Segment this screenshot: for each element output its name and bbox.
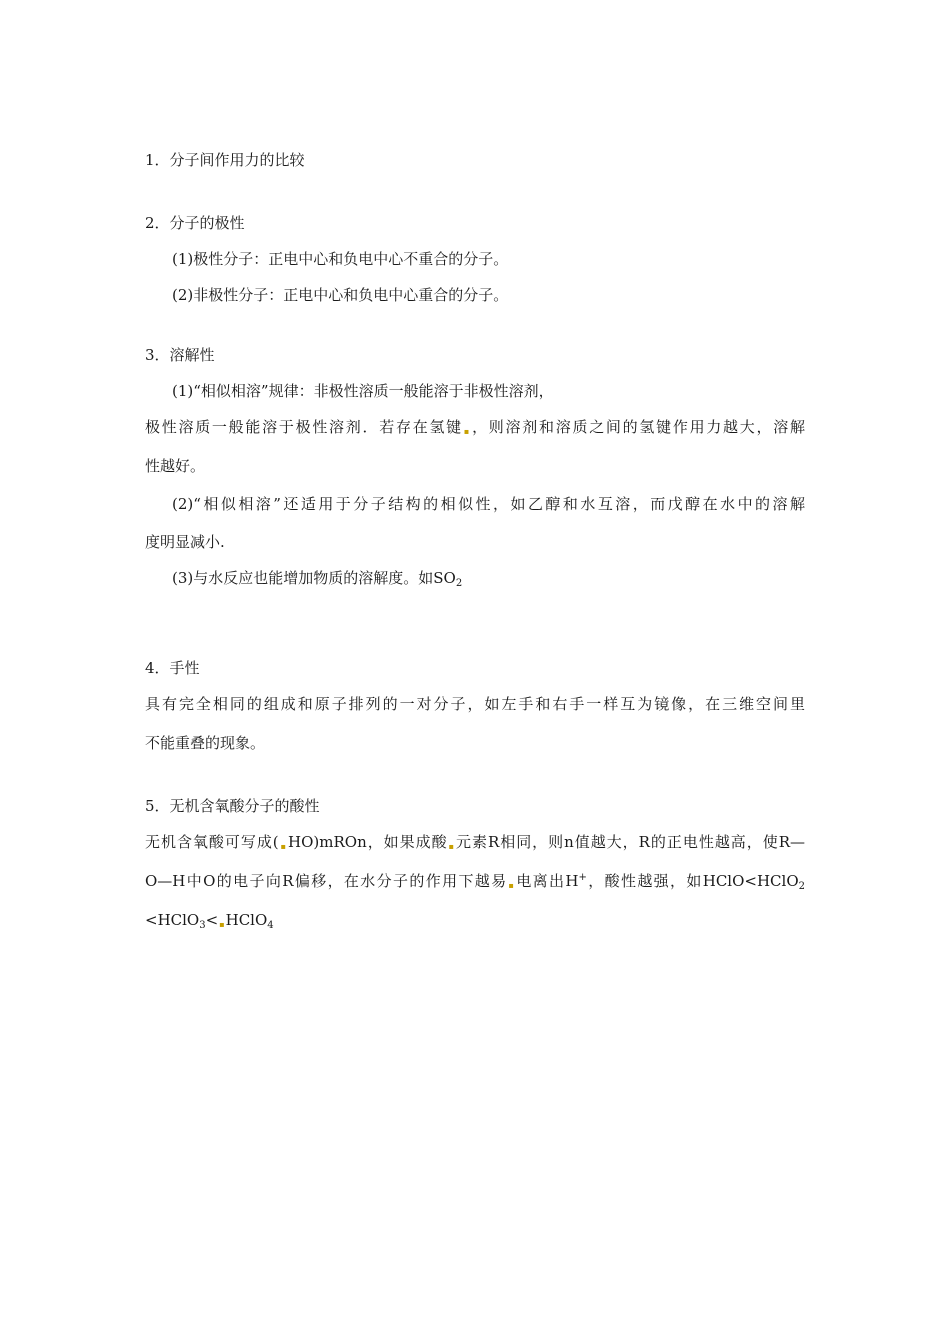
section-5-line-3 [145,910,274,935]
text-segment: ，则溶剂和溶质之间的氢键作用力越大，溶解 [472,418,805,436]
text-segment: < [205,911,219,929]
text-segment: <HClO [145,911,200,929]
section-1-heading: 1．分子间作用力的比较 [145,151,305,169]
section-3-item-1-line-3: 性越好。 [145,457,206,475]
text-segment: 无机含氧酸可写成( [145,833,279,851]
section-3-item-2-line-2: 度明显减小. [145,533,225,551]
text-segment: 电离出H [516,872,579,890]
text-segment: HO)mROn，如果成酸 [288,833,448,851]
text-segment: (3)与水反应也能增加物质的溶解度。如SO [172,569,456,587]
section-5-line-1 [145,832,805,857]
section-3-item-1-line-2 [145,417,805,442]
section-2-heading: 2．分子的极性 [145,214,245,232]
subscript: 3 [199,920,206,931]
section-3-heading: 3．溶解性 [145,346,215,364]
section-3-item-1-line-1: (1)“相似相溶”规律：非极性溶质一般能溶于非极性溶剂， [172,382,554,400]
text-segment: ，酸性越强，如HClO<HClO [586,872,799,890]
superscript: + [578,872,587,883]
text-segment: 元素R相同，则n值越大，R的正电性越高，使R— [456,833,806,851]
marker-dot-icon: ▪ [448,842,455,851]
marker-dot-icon: ▪ [508,881,516,890]
text-segment: HClO [225,911,268,929]
section-2-item-2: (2)非极性分子：正电中心和负电中心重合的分子。 [172,286,509,304]
section-4-heading: 4．手性 [145,659,200,677]
section-4-line-2: 不能重叠的现象。 [145,734,266,752]
marker-dot-icon: ▪ [463,427,472,436]
text-segment: 极性溶质一般能溶于极性溶剂．若存在氢键 [145,418,463,436]
section-5-heading: 5．无机含氧酸分子的酸性 [145,797,320,815]
section-2-item-1: (1)极性分子：正电中心和负电中心不重合的分子。 [172,250,509,268]
marker-dot-icon: ▪ [279,842,288,851]
section-3-item-2-line-1: (2)“相似相溶”还适用于分子结构的相似性，如乙醇和水互溶，而戊醇在水中的溶解 [172,495,805,513]
section-5-line-2 [145,871,805,896]
subscript: 2 [455,578,463,589]
section-4-line-1: 具有完全相同的组成和原子排列的一对分子，如左手和右手一样互为镜像，在三维空间里 [145,695,805,713]
text-segment: O—H中O的电子向R偏移，在水分子的作用下越易 [145,872,508,890]
section-3-item-3 [172,568,462,588]
marker-dot-icon: ▪ [219,920,225,929]
subscript: 2 [798,881,805,892]
subscript: 4 [267,920,274,931]
